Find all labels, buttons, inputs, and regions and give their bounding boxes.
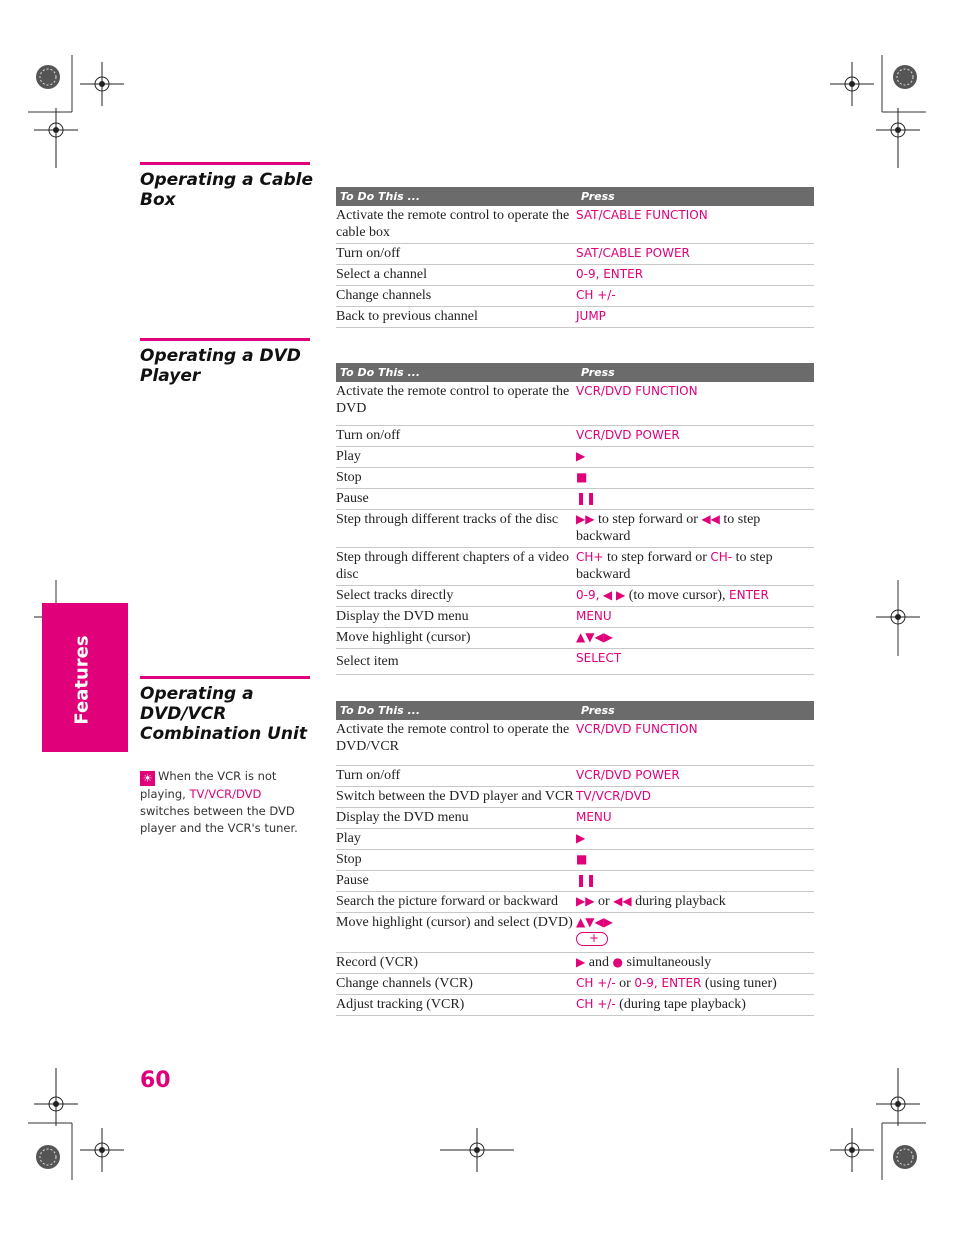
action-cell: Search the picture forward or backward: [336, 892, 575, 913]
press-text: (to move cursor),: [628, 588, 726, 603]
page-number: 60: [140, 1068, 171, 1093]
table-row: [336, 307, 814, 328]
action-cell: Play: [336, 447, 575, 468]
stop-icon: ■: [576, 470, 588, 484]
press-text: (during tape playback): [619, 997, 746, 1012]
table-row: [336, 829, 814, 850]
section-rule: [140, 162, 310, 165]
section-title-combo: Operating a DVD/VCR Combination Unit: [140, 684, 307, 744]
column-header-action: To Do This ...: [336, 363, 575, 382]
button-name: 0-9, ENTER: [576, 267, 644, 281]
action-cell: Turn on/off: [336, 426, 575, 447]
button-name: CH+: [576, 550, 604, 564]
table-row: [336, 468, 814, 489]
side-tab-label: Features: [71, 635, 93, 725]
table-row: [336, 489, 814, 510]
pause-icon: ❚❚: [576, 491, 597, 505]
table-row: [336, 426, 814, 447]
fast-forward-icon: ▶▶: [576, 894, 595, 908]
section-title-cable: Operating a Cable Box: [140, 170, 314, 210]
arrow-keys-icon: ▲▼◀▶: [576, 915, 613, 929]
stop-icon: ■: [576, 852, 588, 866]
table-row: [336, 586, 814, 607]
select-button-icon: +: [576, 932, 608, 946]
action-cell: Display the DVD menu: [336, 808, 575, 829]
table-row: [336, 913, 814, 953]
button-name: 0-9,: [576, 588, 600, 602]
table-row: [336, 892, 814, 913]
action-cell: Step through different chapters of a video disc: [336, 548, 575, 586]
table-row: [336, 974, 814, 995]
section-rule: [140, 338, 310, 341]
left-right-arrows-icon: ◀ ▶: [602, 588, 626, 602]
table-row: [336, 649, 814, 675]
table-row: [336, 447, 814, 468]
tip-text: switches between the DVD player and the VCR's tuner.: [140, 804, 298, 835]
button-name: SAT/CABLE POWER: [576, 246, 690, 260]
press-text: and: [588, 955, 609, 970]
action-cell: Move highlight (cursor) and select (DVD): [336, 913, 575, 953]
table-row: [336, 766, 814, 787]
press-text: simultaneously: [626, 955, 712, 970]
column-header-press: Press: [575, 363, 814, 382]
cable-box-table: [336, 187, 814, 328]
action-cell: Turn on/off: [336, 244, 575, 265]
table-row: [336, 382, 814, 426]
button-name: CH-: [710, 550, 733, 564]
action-cell: Pause: [336, 871, 575, 892]
button-name: VCR/DVD POWER: [576, 768, 680, 782]
button-name: SELECT: [576, 651, 622, 665]
press-text: (using tuner): [704, 976, 777, 991]
table-row: [336, 206, 814, 244]
action-cell: Select item: [336, 649, 575, 675]
action-cell: Change channels (VCR): [336, 974, 575, 995]
table-row: [336, 628, 814, 649]
press-text: to step forward or: [606, 550, 707, 565]
record-icon: ●: [612, 955, 623, 969]
button-name: CH +/-: [576, 288, 616, 302]
action-cell: Turn on/off: [336, 766, 575, 787]
action-cell: Adjust tracking (VCR): [336, 995, 575, 1016]
table-row: [336, 871, 814, 892]
button-name: MENU: [576, 810, 612, 824]
table-row: [336, 953, 814, 974]
button-name: TV/VCR/DVD: [189, 787, 262, 801]
press-text: to step forward or: [597, 512, 698, 527]
lightbulb-icon: ☀: [140, 771, 155, 786]
tip-note: [140, 768, 310, 837]
button-name: SAT/CABLE FUNCTION: [576, 208, 708, 222]
action-cell: Stop: [336, 468, 575, 489]
column-header-action: To Do This ...: [336, 187, 575, 206]
column-header-press: Press: [575, 701, 814, 720]
table-row: [336, 607, 814, 628]
press-text: during playback: [635, 894, 726, 909]
button-name: CH +/-: [576, 997, 616, 1011]
play-icon: ▶: [576, 955, 586, 969]
action-cell: Switch between the DVD player and VCR: [336, 787, 575, 808]
dvd-player-table: [336, 363, 814, 675]
action-cell: Select a channel: [336, 265, 575, 286]
action-cell: Pause: [336, 489, 575, 510]
play-icon: ▶: [576, 449, 586, 463]
table-row: [336, 510, 814, 548]
play-icon: ▶: [576, 831, 586, 845]
rewind-icon: ◀◀: [701, 512, 720, 526]
table-row: [336, 850, 814, 871]
section-rule: [140, 676, 310, 679]
table-row: [336, 244, 814, 265]
action-cell: Stop: [336, 850, 575, 871]
table-row: [336, 720, 814, 766]
button-name: ENTER: [729, 588, 769, 602]
press-text: to step backward: [576, 550, 773, 582]
section-title-dvd: Operating a DVD Player: [140, 346, 301, 386]
button-name: 0-9, ENTER: [634, 976, 702, 990]
action-cell: Activate the remote control to operate the cable box: [336, 206, 575, 244]
tip-text: When the VCR is not playing,: [140, 769, 277, 801]
rewind-icon: ◀◀: [613, 894, 632, 908]
table-row: [336, 265, 814, 286]
action-cell: Play: [336, 829, 575, 850]
action-cell: Change channels: [336, 286, 575, 307]
button-name: VCR/DVD FUNCTION: [576, 384, 698, 398]
dvd-vcr-table: [336, 701, 814, 1016]
table-row: [336, 787, 814, 808]
column-header-press: Press: [575, 187, 814, 206]
press-text: or: [597, 894, 610, 909]
pause-icon: ❚❚: [576, 873, 597, 887]
action-cell: Activate the remote control to operate the DVD: [336, 382, 575, 426]
button-name: TV/VCR/DVD: [576, 789, 652, 803]
button-name: VCR/DVD POWER: [576, 428, 680, 442]
button-name: JUMP: [576, 309, 606, 323]
action-cell: Move highlight (cursor): [336, 628, 575, 649]
action-cell: Display the DVD menu: [336, 607, 575, 628]
button-name: MENU: [576, 609, 612, 623]
fast-forward-icon: ▶▶: [576, 512, 595, 526]
action-cell: Record (VCR): [336, 953, 575, 974]
action-cell: Back to previous channel: [336, 307, 575, 328]
button-name: CH +/-: [576, 976, 616, 990]
press-text: to step backward: [576, 512, 761, 544]
column-header-action: To Do This ...: [336, 701, 575, 720]
table-row: [336, 808, 814, 829]
button-name: VCR/DVD FUNCTION: [576, 722, 698, 736]
action-cell: Step through different tracks of the disc: [336, 510, 575, 548]
action-cell: Activate the remote control to operate the DVD/VCR: [336, 720, 575, 766]
table-row: [336, 995, 814, 1016]
table-row: [336, 548, 814, 586]
table-row: [336, 286, 814, 307]
press-text: or: [619, 976, 631, 991]
arrow-keys-icon: ▲▼◀▶: [576, 630, 613, 644]
action-cell: Select tracks directly: [336, 586, 575, 607]
